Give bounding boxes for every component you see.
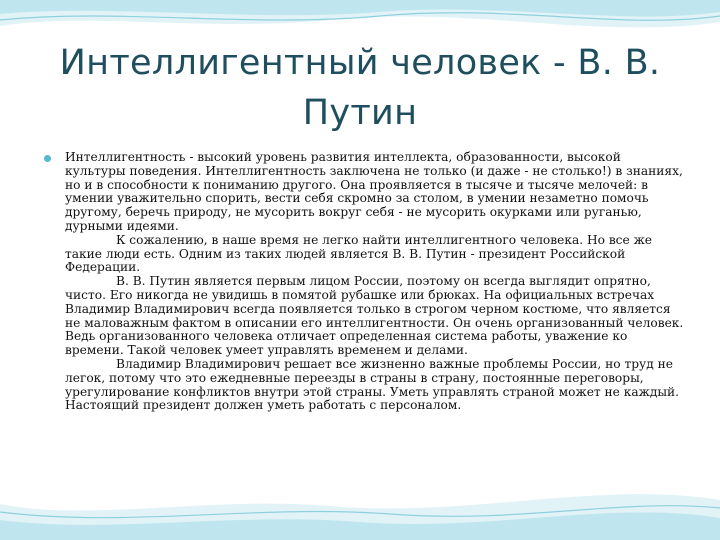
paragraph-1: Интеллигентность - высокий уровень развития интеллекта, образованности, высокой культуры поведения. Интеллигентность заключена не только (и даже - не столько!) в знаниях, но и в способности к пониманию другого. Она проявляется в тысяче и тысяче мелочей: в умении уважительно спорить, вести себя скромно за столом, в умении незаметно помочь другому, беречь природу, не мусорить вокруг себя - не мусорить окурками или руганью, дурными идеями. — [65, 150, 683, 233]
paragraph-4: Владимир Владимирович решает все жизненно важные проблемы России, но труд не легок, потому что это ежедневные переезды в страны в страну, постоянные переговоры, урегулирование конфликтов внутри этой страны. Уметь управлять страной может не каждый. Настоящий президент должен уметь работать с персоналом. — [65, 356, 680, 413]
slide-title: Интеллигентный человек - В. В. Путин — [59, 43, 661, 133]
paragraph-2: К сожалению, в наше время не легко найти интеллигентного человека. Но все же такие люди есть. Одним из таких людей является В. В. Путин - президент Российской Федерации. — [65, 232, 653, 275]
bullet-list-item — [44, 151, 684, 413]
bottom-wave-decoration — [0, 470, 720, 540]
bullet-icon — [44, 155, 51, 162]
paragraph-3: В. В. Путин является первым лицом России, поэтому он всегда выглядит опрятно, чисто. Его никогда не увидишь в помятой рубашке или брюках. На официальных встречах Владимир Владимирович всегда появляется только в строгом черном костюме, что является не маловажным фактом в описании его интеллигентности. Он очень организованный человек. Ведь организованного человека отличает определенная система работы, уважение ко времени. Такой человек умеет управлять временем и делами. — [65, 274, 684, 358]
body-text — [65, 151, 684, 413]
